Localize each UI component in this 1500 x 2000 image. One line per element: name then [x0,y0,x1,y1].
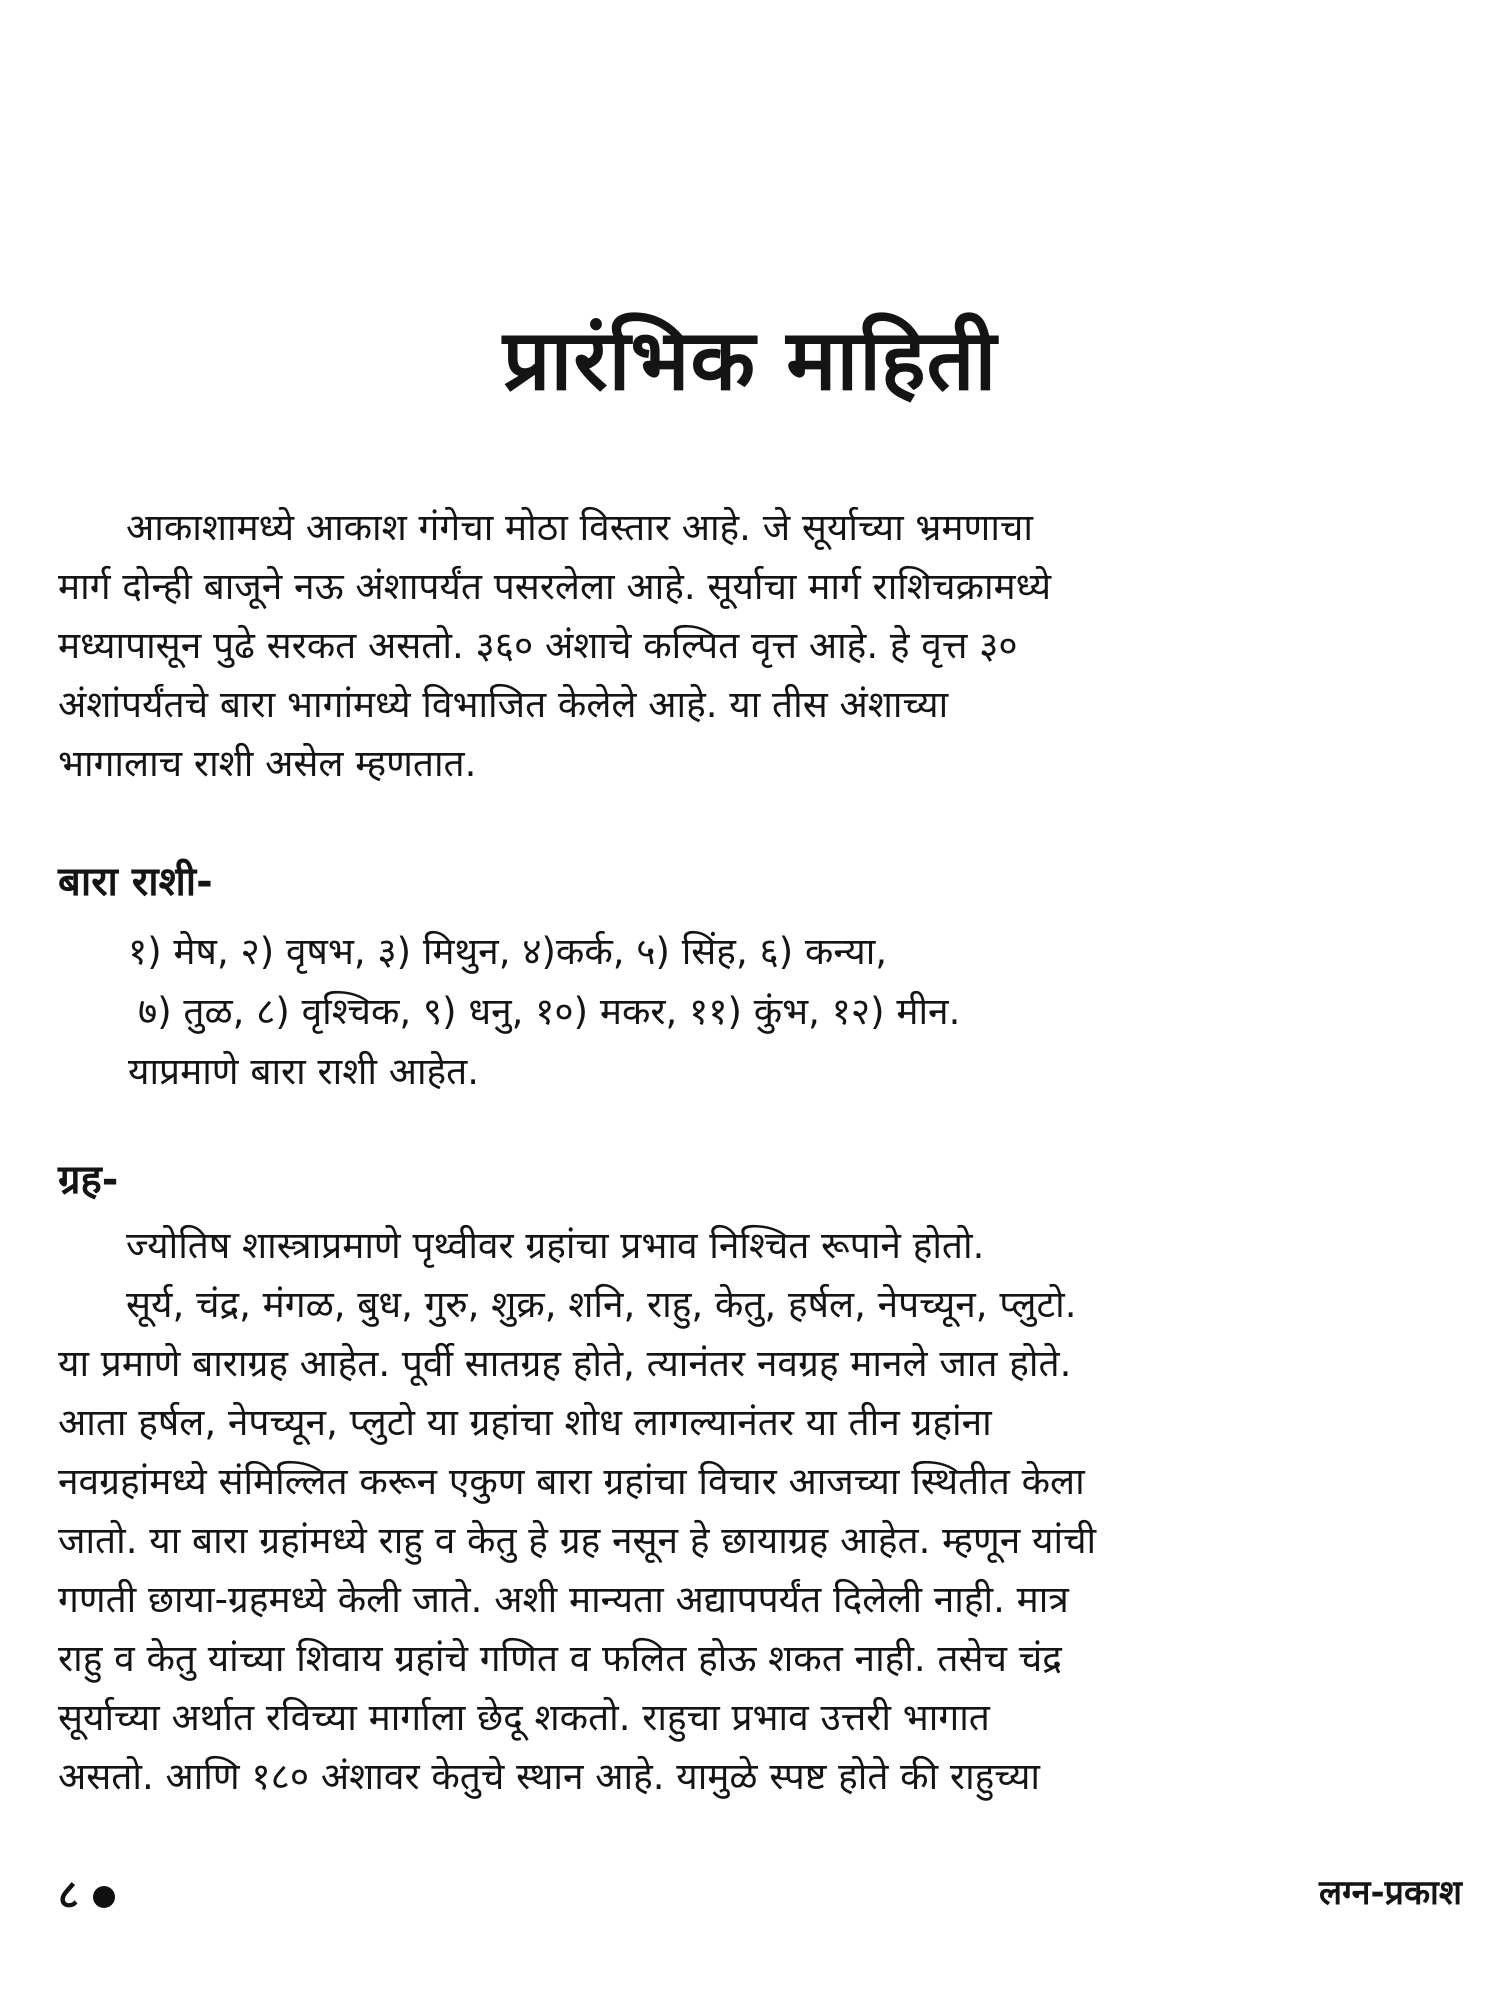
graha-paragraph [58,1216,1458,1806]
graha-line: गणती छाया-ग्रहमध्ये केली जाते. अशी मान्यता अद्यापपर्यंत दिलेली नाही. मात्र [58,1578,1069,1621]
intro-line: आकाशामध्ये आकाश गंगेचा मोठा विस्तार आहे. जे सूर्याच्या भ्रमणाचा [126,506,1033,549]
graha-line: नवग्रहांमध्ये संमिल्लित करून एकुण बारा ग्रहांचा विचार आजच्या स्थितीत केला [58,1460,1085,1503]
intro-line: मध्यापासून पुढे सरकत असतो. ३६० अंशाचे कल्पित वृत्त आहे. हे वृत्त ३० [58,624,1018,667]
footer-page-number [58,1870,115,1920]
rashi-list [128,922,1428,1102]
intro-line: अंशांपर्यंतचे बारा भागांमध्ये विभाजित केलेले आहे. या तीस अंशाच्या [58,683,949,726]
footer-book-title: लग्न-प्रकाश [1319,1873,1462,1913]
page-title: प्रारंभिक माहिती [502,311,998,409]
graha-heading: ग्रह- [58,1157,119,1203]
graha-line: जातो. या बारा ग्रहांमध्ये राहु व केतु हे ग्रह नसून हे छायाग्रह आहेत. म्हणून यांची [58,1519,1097,1562]
rashi-list-line: १) मेष, २) वृषभ, ३) मिथुन, ४)कर्क, ५) सिंह, ६) कन्या, [128,930,888,973]
intro-paragraph [58,498,1458,793]
page-number: ८ [58,1872,79,1918]
intro-line: मार्ग दोन्ही बाजूने नऊ अंशापर्यंत पसरलेला आहे. सूर्याचा मार्ग राशिचक्रामध्ये [58,565,1052,608]
graha-line: असतो. आणि १८० अंशावर केतुचे स्थान आहे. यामुळे स्पष्ट होते की राहुच्या [58,1755,1040,1798]
graha-line: आता हर्षल, नेपच्यून, प्लुटो या ग्रहांचा शोध लागल्यानंतर या तीन ग्रहांना [58,1401,992,1444]
bullet-dot-icon [93,1886,115,1908]
rashi-heading: बारा राशी- [58,859,213,905]
graha-line: राहु व केतु यांच्या शिवाय ग्रहांचे गणित व फलित होऊ शकत नाही. तसेच चंद्र [58,1637,1062,1680]
graha-line: सूर्याच्या अर्थात रविच्या मार्गाला छेदू शकतो. राहुचा प्रभाव उत्तरी भागात [58,1696,990,1739]
graha-line: या प्रमाणे बाराग्रह आहेत. पूर्वी सातग्रह होते, त्यानंतर नवग्रह मानले जात होते. [58,1342,1072,1385]
rashi-list-line: ७) तुळ, ८) वृश्चिक, ९) धनु, १०) मकर, ११) कुंभ, १२) मीन. [138,990,961,1033]
intro-line: भागालाच राशी असेल म्हणतात. [58,742,477,785]
graha-line: ज्योतिष शास्त्राप्रमाणे पृथ्वीवर ग्रहांचा प्रभाव निश्चित रूपाने होतो. [126,1224,985,1267]
graha-line: सूर्य, चंद्र, मंगळ, बुध, गुरु, शुक्र, शनि, राहु, केतु, हर्षल, नेपच्यून, प्लुटो. [126,1283,1077,1326]
rashi-closing: याप्रमाणे बारा राशी आहेत. [128,1050,480,1093]
